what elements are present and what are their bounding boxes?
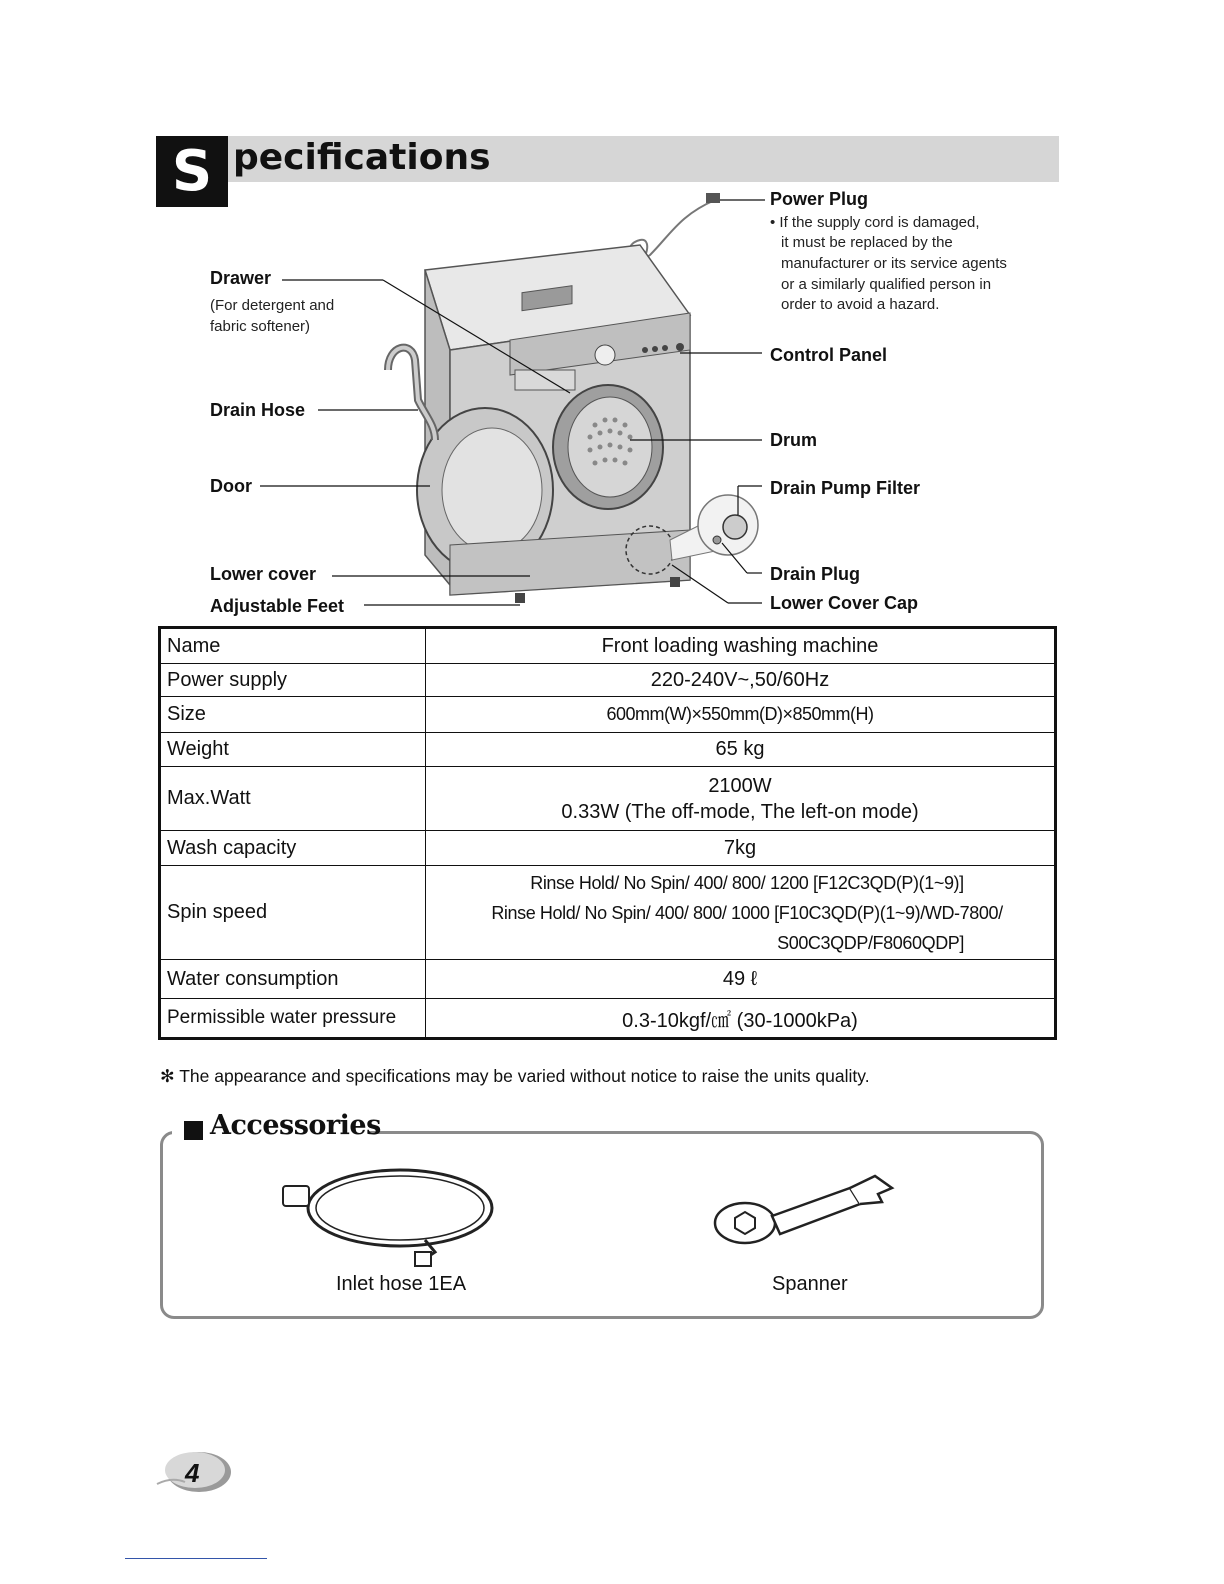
spec-value-line: Rinse Hold/ No Spin/ 400/ 800/ 1200 [F12C3QD(P)(1~9)] — [530, 872, 964, 893]
spec-value: 7kg — [426, 831, 1056, 866]
table-row — [160, 960, 1056, 999]
table-row — [160, 733, 1056, 767]
power-plug-icon — [706, 193, 720, 203]
table-row — [160, 767, 1056, 831]
lower-cover-label: Lower cover — [210, 564, 317, 584]
spec-value: Front loading washing machine — [426, 628, 1056, 664]
spec-value: 0.3-10kgf/㎠ (30-1000kPa) — [426, 999, 1056, 1039]
power-plug-note-1: • If the supply cord is damaged, — [770, 214, 980, 231]
table-row — [160, 664, 1056, 697]
accessories-title: Accessories — [210, 1110, 381, 1141]
spec-value: 49 ℓ — [426, 960, 1056, 999]
power-plug-note-5: order to avoid a hazard. — [781, 296, 940, 313]
spec-name: Spin speed — [160, 866, 426, 960]
spec-name: Power supply — [160, 664, 426, 697]
bullet-square-icon — [184, 1121, 203, 1140]
spec-name: Water consumption — [160, 960, 426, 999]
table-row — [160, 831, 1056, 866]
drain-hose-label: Drain Hose — [210, 400, 306, 420]
spec-name: Max.Watt — [160, 767, 426, 831]
table-row — [160, 628, 1056, 664]
drum-label: Drum — [770, 430, 818, 450]
lower-cover-cap-label: Lower Cover Cap — [770, 593, 919, 613]
power-plug-note-2: it must be replaced by the — [781, 234, 953, 251]
door-label: Door — [210, 476, 252, 496]
drain-plug-label: Drain Plug — [770, 564, 861, 584]
adjustable-feet-label: Adjustable Feet — [210, 596, 345, 616]
spec-name: Name — [160, 628, 426, 664]
specifications-table — [158, 626, 1057, 1040]
table-row — [160, 866, 1056, 960]
control-panel-label: Control Panel — [770, 345, 888, 365]
drawer-label: Drawer — [210, 268, 272, 288]
spanner-icon — [710, 1168, 900, 1250]
table-row — [160, 697, 1056, 733]
table-row — [160, 999, 1056, 1039]
power-plug-label: Power Plug — [770, 189, 869, 209]
spec-value: 600mm(W)×550mm(D)×850mm(H) — [426, 697, 1056, 733]
page-number: 4 — [185, 1458, 200, 1488]
spec-value: 220-240V~,50/60Hz — [426, 664, 1056, 697]
spec-name: Wash capacity — [160, 831, 426, 866]
title-initial: S — [156, 136, 228, 207]
power-plug-note-4: or a similarly qualified person in — [781, 276, 992, 293]
drawer-note-2: fabric softener) — [210, 318, 311, 335]
spec-value-line: Rinse Hold/ No Spin/ 400/ 800/ 1000 [F10C3QD(P)(1~9)/WD-7800/ — [491, 902, 1003, 923]
drawer-note-1: (For detergent and — [210, 297, 335, 314]
power-plug-note-3: manufacturer or its service agents — [781, 255, 1007, 272]
washing-machine-diagram — [150, 185, 1060, 625]
spec-value-line: 0.33W (The off-mode, The left-on mode) — [561, 800, 919, 823]
spec-value-line: 2100W — [708, 774, 772, 797]
spec-name: Permissible water pressure — [160, 999, 426, 1039]
inlet-hose-icon — [275, 1160, 505, 1270]
spec-value — [426, 866, 1056, 960]
spec-value — [426, 767, 1056, 831]
accessory-label-inlet-hose: Inlet hose 1EA — [336, 1273, 467, 1295]
spec-name: Weight — [160, 733, 426, 767]
spec-value-line: S00C3QDP/F8060QDP] — [777, 932, 964, 953]
disclaimer-note: ✻ The appearance and specifications may be varied without notice to raise the units quality. — [160, 1066, 870, 1086]
spec-value: 65 kg — [426, 733, 1056, 767]
page-title: pecifications — [233, 137, 491, 178]
accessory-label-spanner: Spanner — [772, 1273, 848, 1295]
footer-line — [125, 1558, 267, 1559]
spec-name: Size — [160, 697, 426, 733]
drain-pump-filter-label: Drain Pump Filter — [770, 478, 921, 498]
